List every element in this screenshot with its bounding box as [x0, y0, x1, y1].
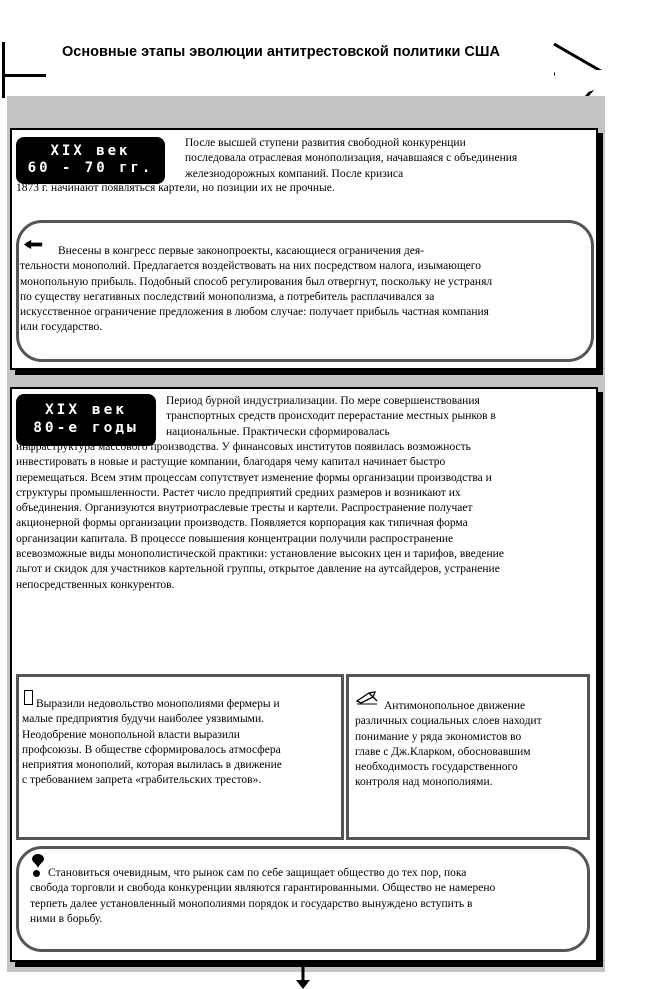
text-line: льгот и скидок для участников картельной группы, открытое давление на аутсайдеров, устранение: [16, 563, 500, 576]
text-line: профсоюзы. В обществе сформировалось атмосфера: [22, 743, 281, 756]
conclusion-text: [30, 866, 495, 927]
text-line: понимание у ряда экономистов во: [355, 730, 522, 743]
text-line: всевозможные виды монополистической практики: установление высоких цен и тарифов, введение: [16, 548, 504, 561]
text-line: неприятия монополий, которая вылилась в движение: [22, 759, 282, 772]
text-line: железнодорожных компаний. После кризиса: [185, 167, 404, 180]
section1-intro: [185, 136, 517, 182]
text-line: по существу негативных последствий монополизма, а потребитель расплачивался за: [20, 290, 435, 303]
text-line: терпеть далее установленный монополиями порядок и государство вынуждено вступить в: [30, 897, 473, 910]
text-line: Становиться очевидным, что рынок сам по себе защищает общество до тех пор, пока: [48, 867, 467, 879]
badge-period: 60 - 70 гг.: [27, 160, 154, 176]
text-line: малые предприятия будучи наиболее уязвимыми.: [22, 713, 264, 726]
text-line: контроля над монополиями.: [355, 776, 493, 789]
text-line: главе с Дж.Кларком, обосновавшим: [355, 745, 531, 758]
legislation-text: [20, 244, 492, 336]
text-line: национальные. Практически сформировалась: [166, 425, 390, 438]
text-line: После высшей ступени развития свободной конкуренции: [185, 137, 466, 149]
period-badge-80s: [16, 394, 156, 446]
text-line: структуры промышленности. Растет число предприятий средних размеров и возникают их: [16, 486, 461, 499]
text-line: необходимость государственного: [355, 761, 518, 774]
badge-century: XIX век: [44, 402, 128, 418]
text-line: тельности монополий. Предлагается воздействовать на них посредством налога, изымающего: [20, 260, 481, 273]
bullet-dot-icon: [33, 870, 40, 877]
section1-intro-tail: [16, 181, 335, 196]
text-line: акционерной формы организации производств. Появляется корпорация как типичная форма: [16, 517, 468, 530]
period-badge-60-70: [16, 137, 165, 184]
antimonopoly-text: [355, 699, 542, 791]
arrow-down-icon: [296, 962, 310, 989]
text-line: ними в борьбу.: [30, 912, 103, 925]
section2-intro-body: [16, 440, 504, 593]
text-line: перемещаться. Всем этим процессам сопутствует изменение формы организации производства и: [16, 471, 492, 484]
farmers-text: [22, 697, 282, 789]
text-line: инфраструктура массового производства. У финансовых институтов появилась возможность: [16, 441, 471, 453]
text-line: Неодобрение монопольной власти выразили: [22, 728, 240, 741]
panel-corner-curve: [555, 70, 615, 118]
text-line: Период бурной индустриализации. По мере совершенствования: [166, 395, 480, 407]
text-line: транспортных средств происходит перерастание местных рынков в: [166, 410, 496, 423]
text-line: с требованием запрета «грабительских трестов».: [22, 774, 262, 787]
text-line: 1873 г. начинают появляться картели, но позиции их не прочные.: [16, 182, 335, 194]
text-line: последовала отраслевая монополизация, начавшаяся с объединения: [185, 152, 518, 165]
text-line: Антимонопольное движение: [384, 700, 526, 712]
section2-intro-top: [166, 394, 496, 440]
corner-mark-vertical: [2, 42, 5, 98]
text-line: или государство.: [20, 321, 103, 334]
text-line: монопольную прибыль. Подобный способ регулирования был отвергнут, поскольку не устранял: [20, 275, 493, 288]
text-line: объединения. Организуются внутриотраслевые тресты и картели. Распространение получает: [16, 502, 473, 515]
corner-mark-horizontal: [2, 74, 46, 77]
text-line: Внесены в конгресс первые законопроекты, касающиеся ограничения дея-: [58, 245, 424, 257]
text-line: непосредственных конкурентов.: [16, 578, 175, 591]
badge-century: XIX век: [50, 143, 131, 159]
text-line: Выразили недовольство монополиями фермеры и: [36, 698, 280, 710]
text-line: различных социальных слоев находит: [355, 715, 542, 728]
text-line: искусственное ограничение предложения в любом случае: получает прибыль частная компания: [20, 306, 489, 319]
badge-period: 80-е годы: [33, 420, 139, 436]
text-line: организации капитала. В процессе повышения концентрации получили распространение: [16, 532, 454, 545]
page-title: Основные этапы эволюции антитрестовской политики США: [62, 44, 500, 60]
text-line: свобода торговли и свобода конкуренции являются гарантированными. Общество не намерено: [30, 882, 496, 895]
text-line: инвестировать в новые и растущие компании, благодаря чему капитал начинает быстро: [16, 456, 446, 469]
